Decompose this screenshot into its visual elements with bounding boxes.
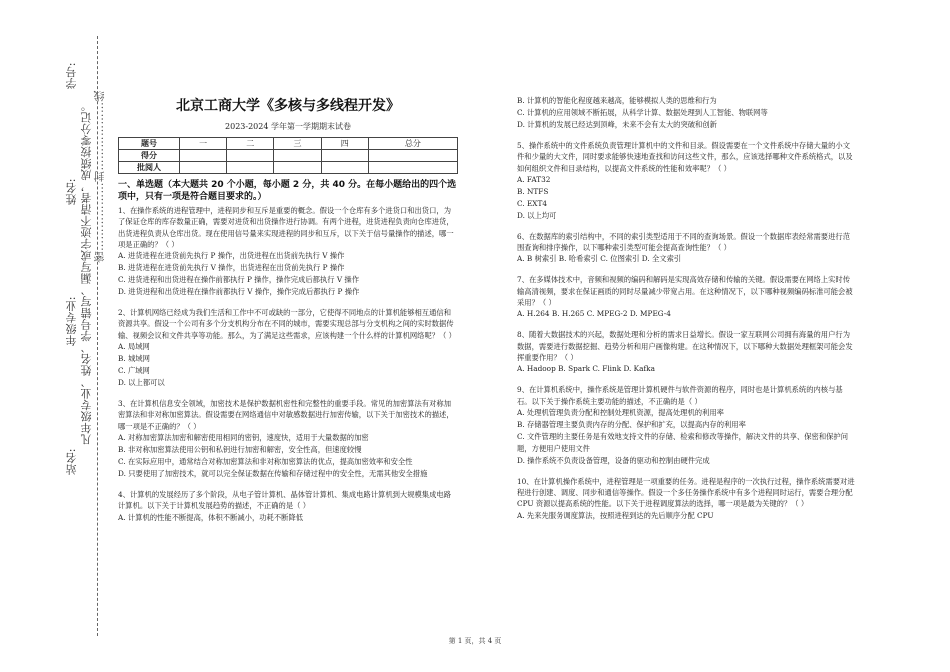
question-item xyxy=(517,231,857,266)
question-item xyxy=(517,384,857,467)
answer-option: A. 对称加密算法加密和解密使用相同的密钥，速度快，适用于大量数据的加密 xyxy=(118,432,369,442)
exam-title: 北京工商大学《多核与多线程开发》 xyxy=(176,98,400,114)
score-header-cell: 总分 xyxy=(368,138,457,150)
question-stem: 2、计算机网络已经成为我们生活和工作中不可或缺的一部分，它使得不同地点的计算机能够相互通信和资源共享。假设一个公司有多个分支机构分布在不同的城市，需要实现总部与分支机构之间的实时数据传输、视频会议和文件共享等功能。那么，为了满足这些需求，应该构建一个什么样的计算机网络呢？（ ） xyxy=(118,308,456,340)
question-stem: 3、在计算机信息安全领域，加密技术是保护数据机密性和完整性的重要手段。常见的加密算法有对称加密算法和非对称加密算法。假设需要在网络通信中对敏感数据进行加密传输，以下关于加密技术的描述，哪一项是不正确的？（ ） xyxy=(118,399,454,431)
question-item xyxy=(517,476,857,522)
question-stem: 1、在操作系统的进程管理中，进程同步和互斥是重要的概念。假设一个仓库有多个进货口和出货口，为了保证仓库的库存数量正确，需要对进货和出货操作进行协调。有两个进程，进货进程负责向仓库进货，出货进程负责从仓库出货。现在使用信号量来实现进程的同步和互斥，以下关于信号量操作的描述，哪一项是正确的？（ ） xyxy=(118,206,454,249)
answer-option: A. 局域网 xyxy=(118,342,150,352)
answer-option: B. 城域网 xyxy=(118,354,150,364)
answer-option: A. 进货进程在进货前先执行 P 操作，出货进程在出货前先执行 V 操作 xyxy=(118,251,345,261)
score-table xyxy=(118,137,458,174)
answer-option: A. B 树索引 B. 哈希索引 C. 位图索引 D. 全文索引 xyxy=(517,254,682,264)
grader-row-label: 批阅人 xyxy=(119,162,180,174)
question-stem: 10、在计算机操作系统中，进程管理是一项重要的任务。进程是程序的一次执行过程，操作系统需要对进程进行创建、调度、同步和通信等操作。假设一个多任务操作系统中有多个进程同时运行，需要合理分配 CPU 资源以提高系统的性能。以下关于进程调度算法的选择，哪一项是最为关键的？（ ） xyxy=(517,476,855,509)
answer-option: D. 计算机的发展已经达到顶峰，未来不会有太大的突破和创新 xyxy=(517,120,717,129)
left-column xyxy=(118,95,458,533)
question-item xyxy=(517,274,857,320)
answer-option: D. 操作系统不负责设备管理，设备的驱动和控制由硬件完成 xyxy=(517,455,710,465)
question-stem: 7、在多媒体技术中，音频和视频的编码和解码是实现高效存储和传输的关键。假设需要在网络上实时传输高清视频，要求在保证画质的同时尽量减少带宽占用。在这种情况下，以下哪种视频编码标准可能会被采用？（ ） xyxy=(517,275,853,308)
score-header-cell: 四 xyxy=(321,138,368,150)
exam-subtitle: 2023-2024 学年第一学期期末试卷 xyxy=(225,122,351,131)
question-stem: 9、在计算机系统中，操作系统是管理计算机硬件与软件资源的程序，同时也是计算机系统的内核与基石。以下关于操作系统主要功能的描述，不正确的是（ ） xyxy=(517,385,843,406)
answer-option: A. 先来先服务调度算法，按照进程到达的先后顺序分配 CPU xyxy=(517,510,714,520)
answer-option: B. 进货进程在进货前先执行 V 操作，出货进程在出货前先执行 P 操作 xyxy=(118,263,345,273)
answer-option: C. 计算机的应用领域不断拓展，从科学计算、数据处理到人工智能、物联网等 xyxy=(517,108,768,117)
answer-option: A. FAT32 xyxy=(517,174,551,184)
page-footer: 第 1 页，共 4 页 xyxy=(448,637,502,645)
grader-row xyxy=(119,162,458,174)
score-header-cell: 三 xyxy=(274,138,321,150)
score-header-cell: 二 xyxy=(227,138,274,150)
question-item xyxy=(118,398,458,480)
binding-margin xyxy=(0,0,108,672)
question-item xyxy=(517,140,857,222)
binding-notice: 凡年级专业、姓名、学号错写、漏写或字迹不清者，成绩按零分记。 xyxy=(80,100,93,445)
answer-option: C. EXT4 xyxy=(517,198,547,208)
question-item xyxy=(118,205,458,298)
answer-option: C. 广域网 xyxy=(118,366,150,376)
section-heading: 一、单选题（本大题共 20 个小题，每小题 2 分，共 40 分。在每小题给出的四个选项中，只有一项是符合题目要求的。） xyxy=(118,180,457,202)
answer-option: A. 处理机管理负责分配和控制处理机资源，提高处理机的利用率 xyxy=(517,407,724,417)
score-row-label: 得分 xyxy=(119,150,180,162)
answer-option: D. 只要使用了加密技术，就可以完全保证数据在传输和存储过程中的安全性，无需其他安全措施 xyxy=(118,468,428,478)
answer-option: C. 文件管理的主要任务是有效地支持文件的存储、检索和修改等操作，解决文件的共享、保密和保护问题，方便用户使用文件 xyxy=(517,431,849,453)
answer-option: B. 计算机的智能化程度越来越高，能够模拟人类的思维和行为 xyxy=(517,96,717,105)
center-label: 站名: xyxy=(65,448,78,476)
score-row xyxy=(119,150,458,162)
grade-major-label: 年级专业: xyxy=(65,296,78,347)
question-item xyxy=(118,307,458,389)
answer-option: B. 存储器管理主要负责内存的分配、保护和扩充，以提高内存的利用率 xyxy=(517,419,746,429)
answer-option: B. 非对称加密算法使用公钥和私钥进行加密和解密，安全性高，但速度较慢 xyxy=(118,444,362,454)
answer-option: B. NTFS xyxy=(517,186,549,196)
question-stem: 4、计算机的发展经历了多个阶段，从电子管计算机、晶体管计算机、集成电路计算机到大规模集成电路计算机。以下关于计算机发展趋势的描述，不正确的是（ ） xyxy=(118,489,451,511)
answer-option: D. 进货进程和出货进程在操作前都执行 V 操作，操作完成后都执行 P 操作 xyxy=(118,287,360,297)
question-stem: 5、操作系统中的文件系统负责管理计算机中的文件和目录。假设需要在一个文件系统中存储大量的小文件和少量的大文件，同时要求能够快速地查找和访问这些文件，那么，应该选择哪种文件系统格式，以及如何组织文件和目录结构，以提高文件系统的性能和效率呢？（ ） xyxy=(517,141,853,173)
answer-option: C. 在实际应用中，通常结合对称加密算法和非对称加密算法的优点，提高加密效率和安全性 xyxy=(118,456,413,466)
answer-option: C. 进货进程和出货进程在操作前都执行 P 操作，操作完成后都执行 V 操作 xyxy=(118,275,360,285)
answer-option: D. 以上都可以 xyxy=(118,378,165,388)
seal-dashed-line xyxy=(97,36,98,636)
answer-option: A. Hadoop B. Spark C. Flink D. Kafka xyxy=(517,364,655,374)
question-item xyxy=(517,95,857,131)
question-stem: 6、在数据库的索引结构中，不同的索引类型适用于不同的查询场景。假设一个数据库表经常需要进行范围查询和排序操作，以下哪种索引类型可能会提高查询性能？（ ） xyxy=(517,231,850,253)
answer-option: D. 以上均可 xyxy=(517,210,557,220)
score-header-cell: 一 xyxy=(180,138,227,150)
student-id-label: 学号: xyxy=(65,62,78,90)
question-list-right xyxy=(517,95,857,522)
question-list-left xyxy=(118,205,458,524)
score-header-row xyxy=(119,138,458,150)
question-stem: 8、随着大数据技术的兴起，数据处理和分析的需求日益增长。假设一家互联网公司拥有海量的用户行为数据，需要进行数据挖掘、趋势分析和用户画像构建。在这种情况下，以下哪种大数据处理框架可能会发挥重要作用？（ ） xyxy=(517,330,853,362)
name-label: 姓名: xyxy=(65,178,78,206)
question-item xyxy=(517,329,857,375)
answer-option: A. 计算机的性能不断提高，体积不断减小，功耗不断降低 xyxy=(118,512,304,522)
seal-line-label: 密………………封………………线 xyxy=(93,90,106,263)
right-column xyxy=(517,95,857,531)
score-header-cell: 题号 xyxy=(119,138,180,150)
answer-option: A. H.264 B. H.265 C. MPEG-2 D. MPEG-4 xyxy=(517,309,671,319)
question-item xyxy=(118,489,458,524)
